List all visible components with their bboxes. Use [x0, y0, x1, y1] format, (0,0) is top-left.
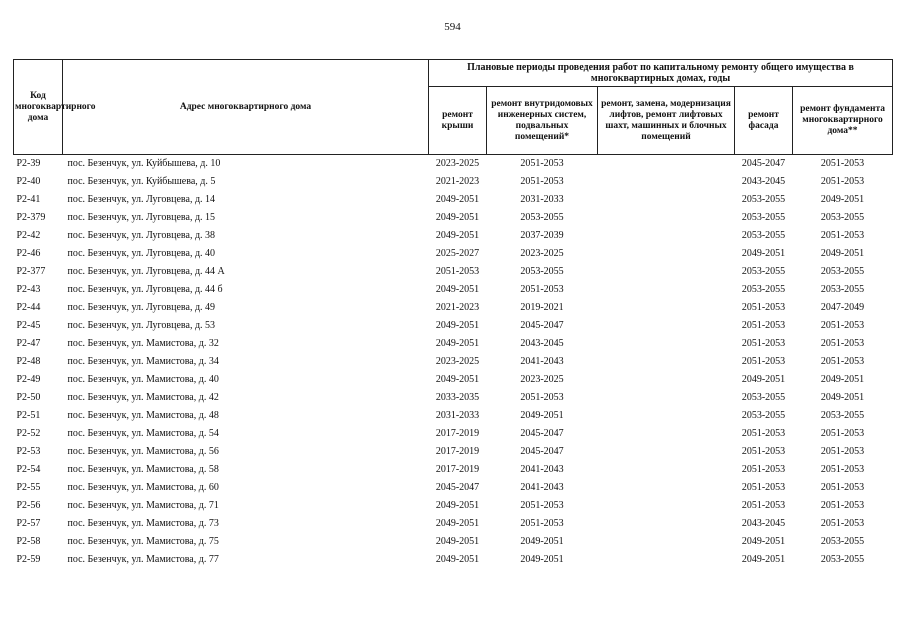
cell-code: P2-54 [16, 464, 41, 475]
cell-lifts-period [598, 353, 735, 371]
cell-lifts-period [598, 263, 735, 281]
cell-foundation-period: 2049-2051 [820, 374, 865, 385]
table-row [14, 515, 893, 533]
cell-lifts-period [598, 551, 735, 569]
cell-lifts-period [598, 335, 735, 353]
table-row [14, 155, 893, 174]
cell-code: P2-40 [16, 176, 41, 187]
capital-repair-schedule-table [13, 59, 893, 569]
cell-systems-period: 2041-2043 [520, 482, 564, 493]
cell-code: P2-51 [16, 410, 41, 421]
cell-facade-period: 2049-2051 [741, 374, 786, 385]
cell-address: пос. Безенчук, ул. Луговцева, д. 44 б [67, 284, 223, 295]
cell-lifts-period [598, 533, 735, 551]
table-row [14, 551, 893, 569]
cell-foundation-period: 2051-2053 [820, 518, 865, 529]
cell-roof-period: 2023-2025 [435, 356, 480, 367]
cell-systems-period: 2023-2025 [520, 374, 564, 385]
cell-foundation-period: 2051-2053 [820, 446, 865, 457]
column-header-foundation: ремонт фундамента многоквартирного дома** [793, 87, 893, 155]
cell-roof-period: 2051-2053 [435, 266, 480, 277]
cell-foundation-period: 2053-2055 [820, 554, 865, 565]
cell-code: P2-59 [16, 554, 41, 565]
cell-systems-period: 2053-2055 [520, 266, 564, 277]
cell-facade-period: 2049-2051 [741, 248, 786, 259]
cell-foundation-period: 2049-2051 [820, 194, 865, 205]
cell-systems-period: 2045-2047 [520, 446, 564, 457]
cell-lifts-period [598, 497, 735, 515]
cell-address: пос. Безенчук, ул. Мамистова, д. 56 [67, 446, 219, 457]
cell-roof-period: 2023-2025 [435, 158, 480, 169]
cell-facade-period: 2049-2051 [741, 536, 786, 547]
cell-address: пос. Безенчук, ул. Луговцева, д. 40 [67, 248, 216, 259]
cell-foundation-period: 2049-2051 [820, 392, 865, 403]
cell-lifts-period [598, 515, 735, 533]
cell-lifts-period [598, 209, 735, 227]
table-row [14, 209, 893, 227]
cell-code: P2-43 [16, 284, 41, 295]
table-row [14, 227, 893, 245]
table-row [14, 191, 893, 209]
cell-roof-period: 2049-2051 [435, 212, 480, 223]
cell-code: P2-50 [16, 392, 41, 403]
cell-systems-period: 2051-2053 [520, 518, 564, 529]
cell-address: пос. Безенчук, ул. Мамистова, д. 73 [67, 518, 219, 529]
cell-facade-period: 2049-2051 [741, 554, 786, 565]
cell-systems-period: 2049-2051 [520, 410, 564, 421]
cell-address: пос. Безенчук, ул. Мамистова, д. 58 [67, 464, 219, 475]
table-row [14, 263, 893, 281]
cell-systems-period: 2049-2051 [520, 554, 564, 565]
cell-address: пос. Безенчук, ул. Мамистова, д. 77 [67, 554, 219, 565]
cell-foundation-period: 2047-2049 [820, 302, 865, 313]
cell-code: P2-58 [16, 536, 41, 547]
cell-address: пос. Безенчук, ул. Луговцева, д. 38 [67, 230, 216, 241]
cell-lifts-period [598, 245, 735, 263]
cell-code: P2-52 [16, 428, 41, 439]
cell-roof-period: 2031-2033 [435, 410, 480, 421]
cell-systems-period: 2045-2047 [520, 428, 564, 439]
table-row [14, 533, 893, 551]
table-row [14, 335, 893, 353]
column-header-address: Адрес многоквартирного дома [63, 60, 429, 155]
cell-roof-period: 2049-2051 [435, 554, 480, 565]
cell-roof-period: 2049-2051 [435, 230, 480, 241]
cell-lifts-period [598, 461, 735, 479]
cell-systems-period: 2051-2053 [520, 284, 564, 295]
cell-address: пос. Безенчук, ул. Мамистова, д. 34 [67, 356, 219, 367]
column-header-lifts: ремонт, замена, модернизация лифтов, ремонт лифтовых шахт, машинных и блочных помещений [598, 87, 735, 155]
column-header-engineering-systems: ремонт внутридомовых инженерных систем, подвальных помещений* [487, 87, 598, 155]
cell-facade-period: 2053-2055 [741, 266, 786, 277]
cell-code: P2-47 [16, 338, 41, 349]
cell-code: P2-39 [16, 158, 41, 169]
cell-facade-period: 2045-2047 [741, 158, 786, 169]
cell-roof-period: 2049-2051 [435, 194, 480, 205]
cell-lifts-period [598, 443, 735, 461]
cell-address: пос. Безенчук, ул. Луговцева, д. 14 [67, 194, 216, 205]
cell-foundation-period: 2051-2053 [820, 428, 865, 439]
cell-lifts-period [598, 479, 735, 497]
table-row [14, 461, 893, 479]
cell-foundation-period: 2053-2055 [820, 536, 865, 547]
cell-address: пос. Безенчук, ул. Луговцева, д. 53 [67, 320, 216, 331]
cell-systems-period: 2043-2045 [520, 338, 564, 349]
cell-facade-period: 2051-2053 [741, 320, 786, 331]
cell-code: P2-56 [16, 500, 41, 511]
cell-facade-period: 2053-2055 [741, 410, 786, 421]
table-row [14, 479, 893, 497]
cell-facade-period: 2053-2055 [741, 230, 786, 241]
cell-lifts-period [598, 407, 735, 425]
cell-facade-period: 2051-2053 [741, 446, 786, 457]
cell-lifts-period [598, 425, 735, 443]
cell-roof-period: 2021-2023 [435, 302, 480, 313]
cell-roof-period: 2049-2051 [435, 284, 480, 295]
cell-foundation-period: 2053-2055 [820, 410, 865, 421]
cell-lifts-period [598, 317, 735, 335]
cell-facade-period: 2053-2055 [741, 212, 786, 223]
cell-code: P2-57 [16, 518, 41, 529]
cell-foundation-period: 2051-2053 [820, 464, 865, 475]
cell-systems-period: 2019-2021 [520, 302, 564, 313]
table-row [14, 371, 893, 389]
table-row [14, 425, 893, 443]
cell-address: пос. Безенчук, ул. Мамистова, д. 32 [67, 338, 219, 349]
cell-foundation-period: 2051-2053 [820, 230, 865, 241]
cell-address: пос. Безенчук, ул. Мамистова, д. 71 [67, 500, 219, 511]
table-body [14, 155, 893, 570]
cell-foundation-period: 2051-2053 [820, 500, 865, 511]
column-header-code: Код многоквартирного дома [14, 60, 63, 155]
cell-code: P2-45 [16, 320, 41, 331]
cell-lifts-period [598, 299, 735, 317]
cell-address: пос. Безенчук, ул. Мамистова, д. 75 [67, 536, 219, 547]
cell-facade-period: 2051-2053 [741, 338, 786, 349]
cell-code: P2-44 [16, 302, 41, 313]
cell-facade-period: 2051-2053 [741, 482, 786, 493]
cell-facade-period: 2051-2053 [741, 428, 786, 439]
cell-roof-period: 2033-2035 [435, 392, 480, 403]
cell-roof-period: 2049-2051 [435, 500, 480, 511]
table-row [14, 407, 893, 425]
cell-foundation-period: 2051-2053 [820, 338, 865, 349]
cell-code: P2-49 [16, 374, 41, 385]
cell-address: пос. Безенчук, ул. Мамистова, д. 42 [67, 392, 219, 403]
cell-code: P2-48 [16, 356, 41, 367]
table-row [14, 281, 893, 299]
cell-foundation-period: 2051-2053 [820, 320, 865, 331]
table-row [14, 245, 893, 263]
cell-address: пос. Безенчук, ул. Луговцева, д. 15 [67, 212, 216, 223]
cell-systems-period: 2023-2025 [520, 248, 564, 259]
table-header [14, 60, 893, 155]
cell-address: пос. Безенчук, ул. Мамистова, д. 40 [67, 374, 219, 385]
cell-address: пос. Безенчук, ул. Мамистова, д. 54 [67, 428, 219, 439]
cell-roof-period: 2017-2019 [435, 464, 480, 475]
cell-address: пос. Безенчук, ул. Мамистова, д. 60 [67, 482, 219, 493]
cell-systems-period: 2053-2055 [520, 212, 564, 223]
cell-foundation-period: 2053-2055 [820, 266, 865, 277]
cell-lifts-period [598, 155, 735, 174]
table-row [14, 317, 893, 335]
cell-facade-period: 2053-2055 [741, 284, 786, 295]
cell-code: P2-377 [16, 266, 46, 277]
cell-code: P2-53 [16, 446, 41, 457]
cell-systems-period: 2041-2043 [520, 464, 564, 475]
page-number: 594 [444, 21, 461, 33]
cell-roof-period: 2021-2023 [435, 176, 480, 187]
table-row [14, 497, 893, 515]
cell-foundation-period: 2049-2051 [820, 248, 865, 259]
cell-systems-period: 2037-2039 [520, 230, 564, 241]
cell-facade-period: 2053-2055 [741, 194, 786, 205]
cell-address: пос. Безенчук, ул. Куйбышева, д. 10 [67, 158, 221, 169]
column-group-header-periods: Плановые периоды проведения работ по капитальному ремонту общего имущества в многоквартирных домах, годы [429, 60, 893, 87]
column-header-roof: ремонт крыши [429, 87, 487, 155]
cell-code: P2-55 [16, 482, 41, 493]
cell-roof-period: 2049-2051 [435, 374, 480, 385]
cell-foundation-period: 2053-2055 [820, 212, 865, 223]
cell-roof-period: 2025-2027 [435, 248, 480, 259]
cell-lifts-period [598, 191, 735, 209]
cell-foundation-period: 2051-2053 [820, 356, 865, 367]
cell-roof-period: 2017-2019 [435, 446, 480, 457]
cell-systems-period: 2049-2051 [520, 536, 564, 547]
table-row [14, 299, 893, 317]
cell-foundation-period: 2051-2053 [820, 482, 865, 493]
cell-facade-period: 2051-2053 [741, 464, 786, 475]
cell-systems-period: 2051-2053 [520, 158, 564, 169]
cell-lifts-period [598, 389, 735, 407]
cell-systems-period: 2051-2053 [520, 176, 564, 187]
cell-code: P2-42 [16, 230, 41, 241]
table-row [14, 443, 893, 461]
cell-facade-period: 2053-2055 [741, 392, 786, 403]
cell-roof-period: 2049-2051 [435, 518, 480, 529]
cell-address: пос. Безенчук, ул. Куйбышева, д. 5 [67, 176, 216, 187]
cell-roof-period: 2049-2051 [435, 536, 480, 547]
cell-roof-period: 2017-2019 [435, 428, 480, 439]
cell-systems-period: 2045-2047 [520, 320, 564, 331]
cell-address: пос. Безенчук, ул. Луговцева, д. 44 А [67, 266, 225, 277]
cell-lifts-period [598, 227, 735, 245]
cell-facade-period: 2051-2053 [741, 302, 786, 313]
table-row [14, 173, 893, 191]
cell-facade-period: 2051-2053 [741, 356, 786, 367]
cell-facade-period: 2043-2045 [741, 518, 786, 529]
cell-roof-period: 2045-2047 [435, 482, 480, 493]
cell-foundation-period: 2051-2053 [820, 176, 865, 187]
cell-code: P2-46 [16, 248, 41, 259]
cell-code: P2-41 [16, 194, 41, 205]
cell-address: пос. Безенчук, ул. Луговцева, д. 49 [67, 302, 216, 313]
cell-lifts-period [598, 173, 735, 191]
table-row [14, 353, 893, 371]
cell-foundation-period: 2053-2055 [820, 284, 865, 295]
cell-facade-period: 2051-2053 [741, 500, 786, 511]
cell-systems-period: 2051-2053 [520, 392, 564, 403]
column-header-facade: ремонт фасада [735, 87, 793, 155]
cell-lifts-period [598, 371, 735, 389]
cell-roof-period: 2049-2051 [435, 338, 480, 349]
cell-facade-period: 2043-2045 [741, 176, 786, 187]
cell-foundation-period: 2051-2053 [820, 158, 865, 169]
cell-systems-period: 2051-2053 [520, 500, 564, 511]
cell-code: P2-379 [16, 212, 46, 223]
table-row [14, 389, 893, 407]
cell-systems-period: 2041-2043 [520, 356, 564, 367]
cell-roof-period: 2049-2051 [435, 320, 480, 331]
cell-lifts-period [598, 281, 735, 299]
cell-address: пос. Безенчук, ул. Мамистова, д. 48 [67, 410, 219, 421]
cell-systems-period: 2031-2033 [520, 194, 564, 205]
